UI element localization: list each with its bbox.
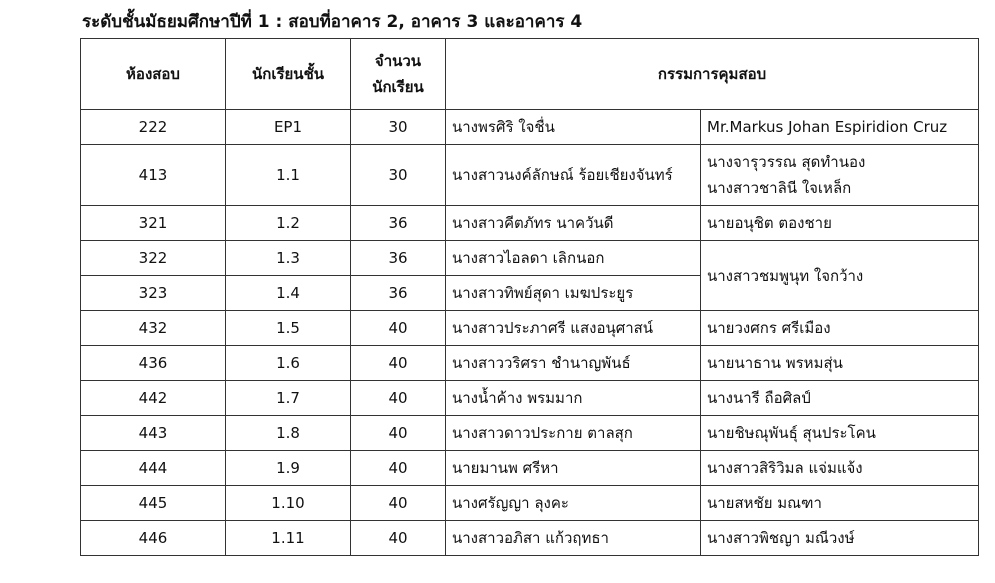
table-row: [81, 486, 979, 521]
class-cell: 1.10: [226, 486, 351, 521]
class-cell: 1.3: [226, 241, 351, 276]
class-cell: 1.5: [226, 311, 351, 346]
proctor2-cell: นายนาธาน พรหมสุ่น: [701, 346, 979, 381]
class-cell: 1.11: [226, 521, 351, 556]
room-cell: 443: [81, 416, 226, 451]
header-room: ห้องสอบ: [81, 39, 226, 110]
proctor1-cell: นายมานพ ศรีหา: [446, 451, 701, 486]
room-cell: 436: [81, 346, 226, 381]
table-row: [81, 451, 979, 486]
class-cell: 1.9: [226, 451, 351, 486]
table-row: [81, 241, 979, 276]
proctor1-cell: นางสาวทิพย์สุดา เมฆประยูร: [446, 276, 701, 311]
table-row: [81, 381, 979, 416]
room-cell: 321: [81, 206, 226, 241]
count-cell: 30: [351, 145, 446, 206]
header-proctors: กรรมการคุมสอบ: [446, 39, 979, 110]
room-cell: 445: [81, 486, 226, 521]
proctor1-cell: นางสาวประภาศรี แสงอนุศาสน์: [446, 311, 701, 346]
room-cell: 323: [81, 276, 226, 311]
table-row: [81, 311, 979, 346]
class-cell: 1.4: [226, 276, 351, 311]
proctor2-cell: นายอนุชิต ตองชาย: [701, 206, 979, 241]
proctor1-cell: นางศรัญญา ลุงคะ: [446, 486, 701, 521]
count-cell: 40: [351, 451, 446, 486]
proctor2-cell: นายวงศกร ศรีเมือง: [701, 311, 979, 346]
exam-schedule-table: [80, 38, 979, 556]
proctor2-cell: นายชิษณุพันธุ์ สุนประโคน: [701, 416, 979, 451]
table-row: [81, 416, 979, 451]
count-cell: 36: [351, 276, 446, 311]
header-class: นักเรียนชั้น: [226, 39, 351, 110]
proctor1-cell: นางสาวไอลดา เลิกนอก: [446, 241, 701, 276]
class-cell: 1.2: [226, 206, 351, 241]
table-row: [81, 110, 979, 145]
class-cell: EP1: [226, 110, 351, 145]
count-cell: 36: [351, 241, 446, 276]
room-cell: 322: [81, 241, 226, 276]
room-cell: 413: [81, 145, 226, 206]
table-row: [81, 521, 979, 556]
table-row: [81, 206, 979, 241]
proctor2-line2: นางสาวชาลินี ใจเหล็ก: [707, 179, 852, 197]
proctor1-cell: นางสาวดาวประกาย ตาลสุก: [446, 416, 701, 451]
header-count: [351, 39, 446, 110]
header-count-line2: นักเรียน: [372, 78, 424, 96]
count-cell: 40: [351, 486, 446, 521]
document-title: ระดับชั้นมัธยมศึกษาปีที่ 1 : สอบที่อาคาร 2, อาคาร 3 และอาคาร 4: [82, 12, 583, 32]
proctor1-cell: นางสาวอภิสา แก้วฤทธา: [446, 521, 701, 556]
proctor2-cell-merged: นางสาวชมพูนุท ใจกว้าง: [701, 241, 979, 311]
room-cell: 222: [81, 110, 226, 145]
count-cell: 30: [351, 110, 446, 145]
class-cell: 1.8: [226, 416, 351, 451]
proctor2-cell: นางสาวพิชญา มณีวงษ์: [701, 521, 979, 556]
proctor1-cell: นางสาวคีตภัทร นาควันดี: [446, 206, 701, 241]
room-cell: 446: [81, 521, 226, 556]
proctor2-cell: [701, 145, 979, 206]
proctor2-cell: นายสหชัย มณฑา: [701, 486, 979, 521]
proctor1-cell: นางสาวนงค์ลักษณ์ ร้อยเชียงจันทร์: [446, 145, 701, 206]
count-cell: 40: [351, 381, 446, 416]
count-cell: 40: [351, 521, 446, 556]
table-header-row: [81, 39, 979, 110]
count-cell: 40: [351, 311, 446, 346]
class-cell: 1.1: [226, 145, 351, 206]
proctor1-cell: นางสาววริศรา ชำนาญพันธ์: [446, 346, 701, 381]
room-cell: 432: [81, 311, 226, 346]
proctor2-cell: นางสาวสิริวิมล แจ่มแจ้ง: [701, 451, 979, 486]
table-row: [81, 346, 979, 381]
proctor1-cell: นางน้ำค้าง พรมมาก: [446, 381, 701, 416]
proctor2-cell: นางนารี ถือศิลป์: [701, 381, 979, 416]
proctor2-line1: นางจารุวรรณ สุดทำนอง: [707, 153, 866, 171]
header-count-line1: จำนวน: [374, 52, 422, 70]
class-cell: 1.6: [226, 346, 351, 381]
room-cell: 442: [81, 381, 226, 416]
proctor1-cell: นางพรศิริ ใจชื่น: [446, 110, 701, 145]
count-cell: 40: [351, 346, 446, 381]
room-cell: 444: [81, 451, 226, 486]
class-cell: 1.7: [226, 381, 351, 416]
count-cell: 36: [351, 206, 446, 241]
proctor2-cell: Mr.Markus Johan Espiridion Cruz: [701, 110, 979, 145]
count-cell: 40: [351, 416, 446, 451]
table-row: [81, 145, 979, 206]
